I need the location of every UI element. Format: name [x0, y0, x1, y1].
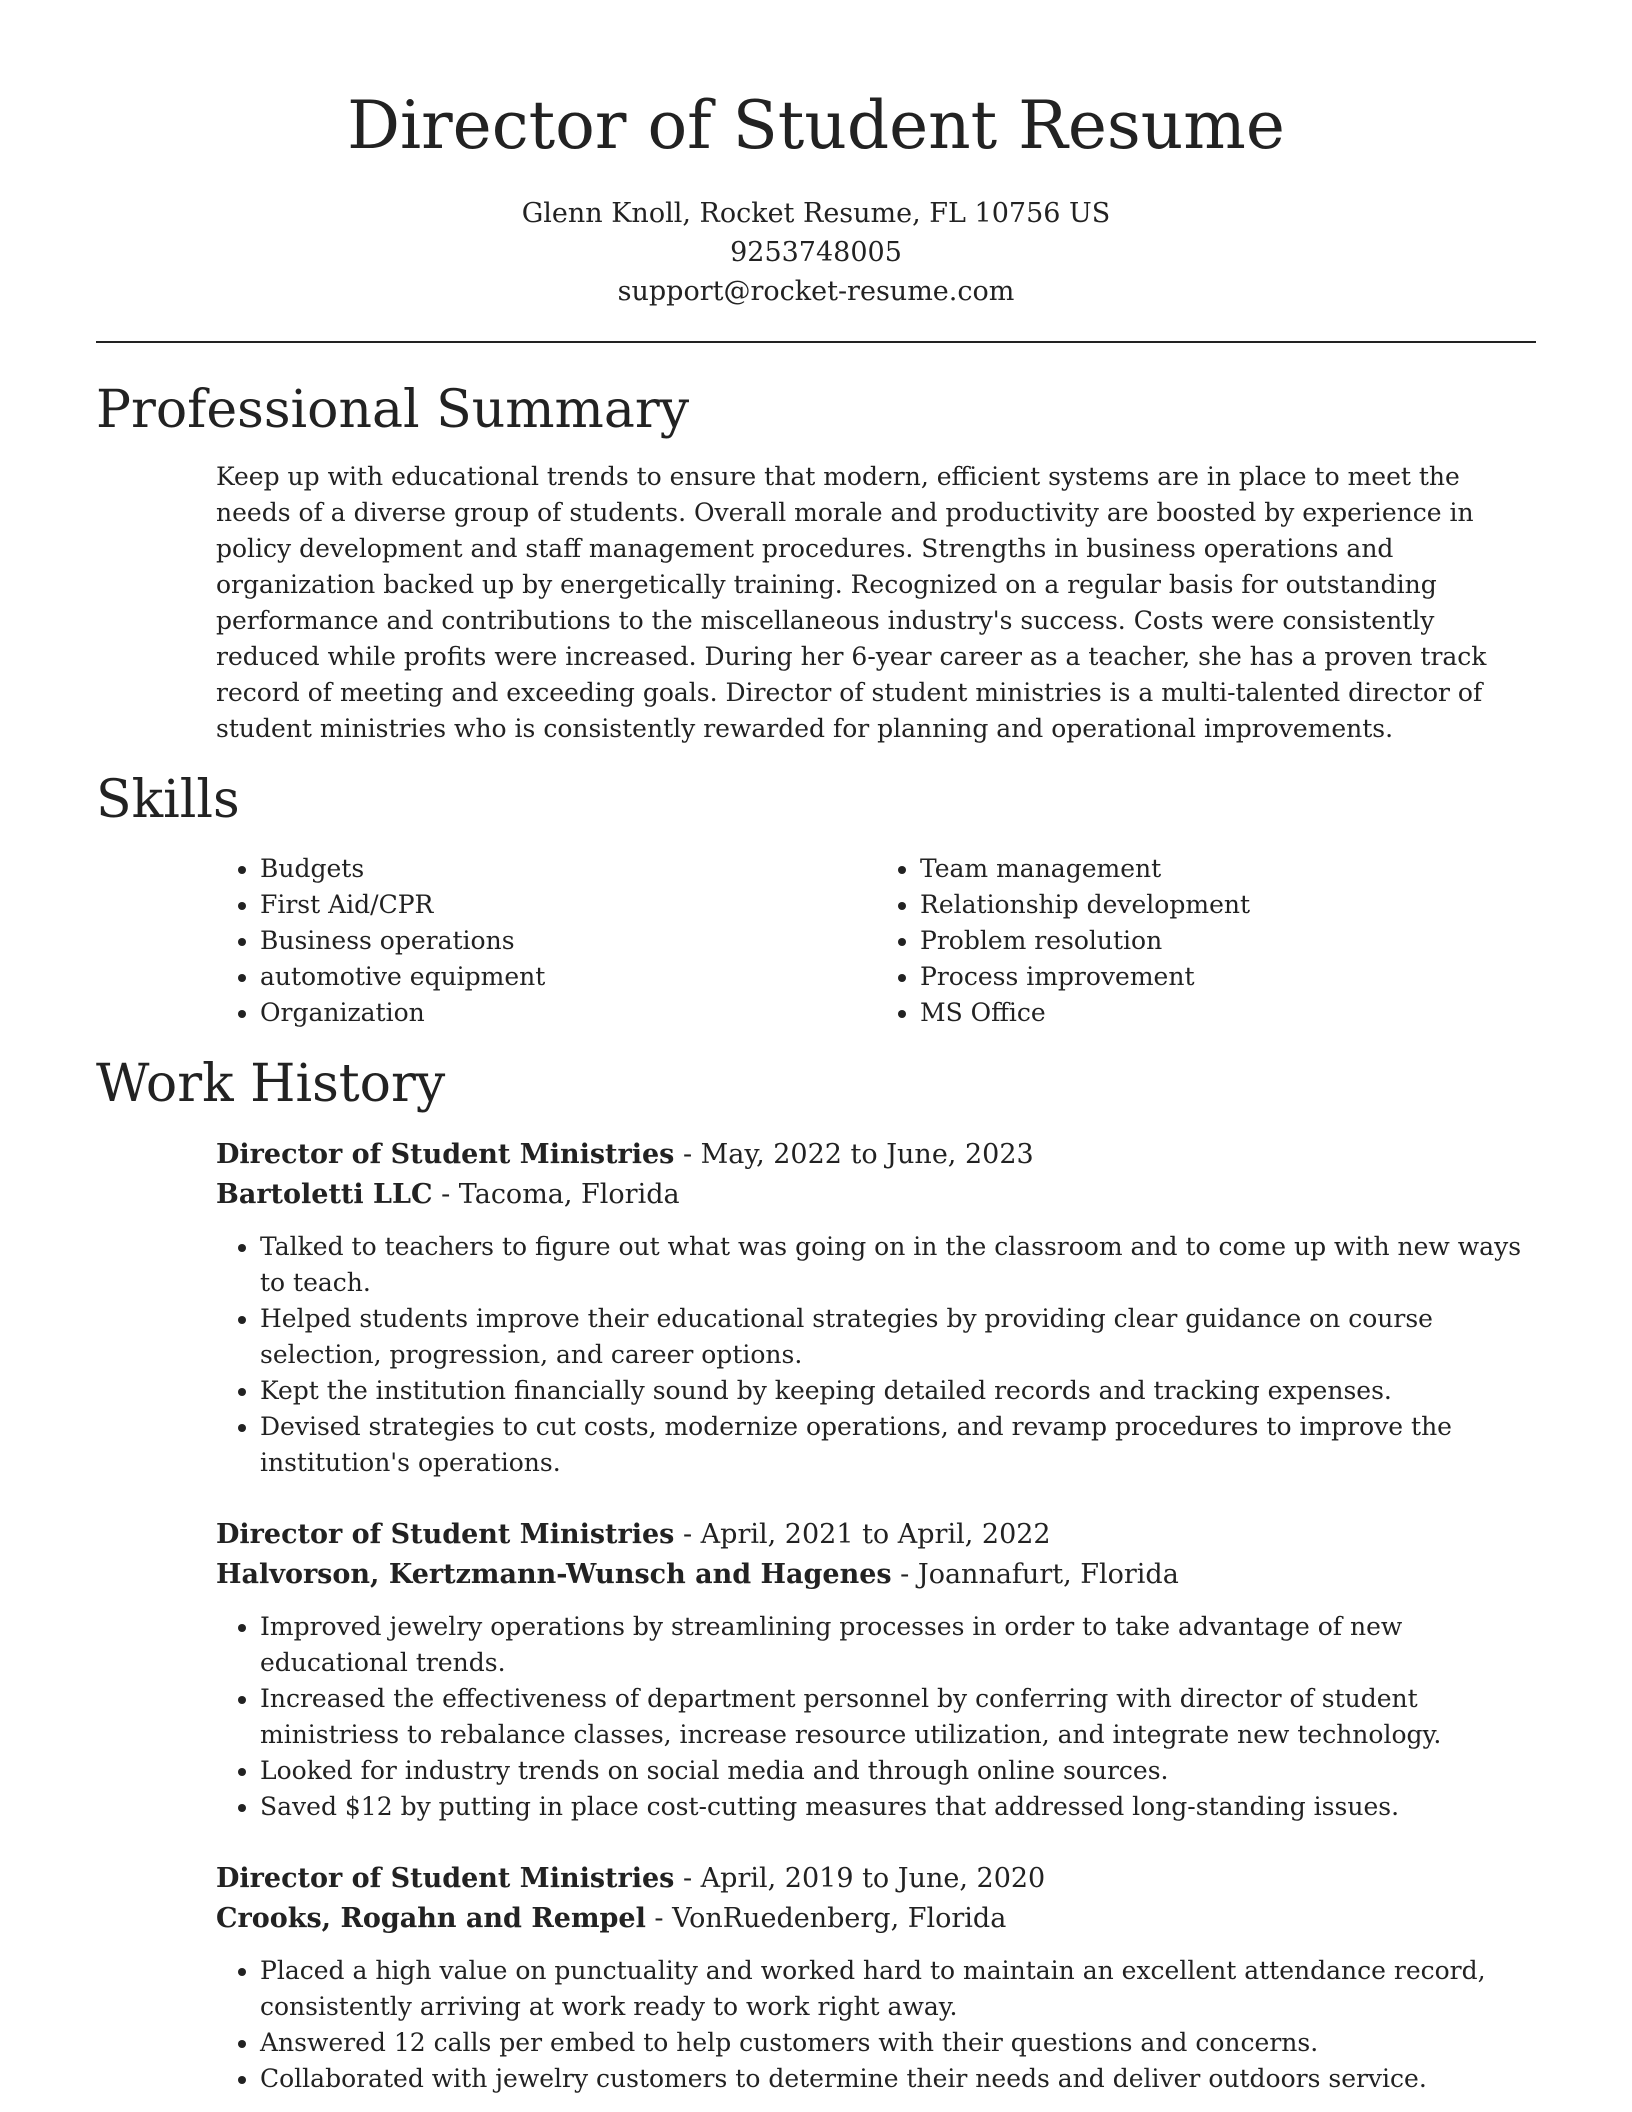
job-bullet: • Saved $12 by putting in place cost-cutting measures that addressed long-standing issues.: [260, 1789, 1536, 1825]
skill-item: • First Aid/CPR: [260, 887, 876, 923]
skill-item: • Team management: [920, 851, 1536, 887]
job-bullets: [216, 1609, 1536, 1825]
contact-email: support@rocket-resume.com: [617, 276, 1015, 307]
job-entry: [216, 1859, 1536, 2097]
job-bullet: • Talked to teachers to figure out what was going on in the classroom and to come up with new ways to teach.: [260, 1229, 1536, 1301]
skill-item: • automotive equipment: [260, 959, 876, 995]
job-bullet: • Kept the institution financially sound by keeping detailed records and tracking expenses.: [260, 1373, 1536, 1409]
skills-list: [216, 851, 1536, 1031]
job-bullet: • Answered 12 calls per embed to help customers with their questions and concerns.: [260, 2025, 1536, 2061]
job-bullet: • Placed a high value on punctuality and worked hard to maintain an excellent attendance record, consistently arriving at work ready to work right away.: [260, 1953, 1536, 2025]
skill-item: • Budgets: [260, 851, 876, 887]
job-dates: - May, 2022 to June, 2023: [674, 1139, 1034, 1170]
resume-title: Director of Student Resume: [347, 87, 1285, 164]
skills-heading: Skills: [96, 770, 240, 830]
skill-item: • Organization: [260, 995, 876, 1031]
job-title-line: [216, 1135, 1536, 1175]
work-history-heading: Work History: [96, 1054, 446, 1114]
job-bullets: [216, 1229, 1536, 1481]
job-dates: - April, 2019 to June, 2020: [674, 1863, 1046, 1894]
skill-item: • MS Office: [920, 995, 1536, 1031]
job-company: Bartoletti LLC: [216, 1179, 433, 1210]
job-title: Director of Student Ministries: [216, 1519, 675, 1550]
contact-block: [96, 194, 1536, 311]
job-dates: - April, 2021 to April, 2022: [674, 1519, 1051, 1550]
job-location: - Joannafurt, Florida: [891, 1559, 1179, 1590]
job-bullet: • Helped students improve their educational strategies by providing clear guidance on course selection, progression, and career options.: [260, 1301, 1536, 1373]
job-bullet: • Devised strategies to cut costs, modernize operations, and revamp procedures to improve the institution's operations.: [260, 1409, 1536, 1481]
header-divider: [96, 341, 1536, 343]
job-company-line: [216, 1555, 1536, 1595]
job-title-line: [216, 1859, 1536, 1899]
job-company-line: [216, 1899, 1536, 1939]
job-bullet: • Improved jewelry operations by streamlining processes in order to take advantage of new educational trends.: [260, 1609, 1536, 1681]
job-title-line: [216, 1515, 1536, 1555]
summary-heading: Professional Summary: [96, 380, 690, 440]
job-company: Halvorson, Kertzmann-Wunsch and Hagenes: [216, 1559, 892, 1590]
resume-page: [96, 0, 1536, 2097]
job-location: - Tacoma, Florida: [432, 1179, 680, 1210]
job-bullet: • Collaborated with jewelry customers to determine their needs and deliver outdoors service.: [260, 2061, 1536, 2097]
job-bullet: • Looked for industry trends on social media and through online sources.: [260, 1753, 1536, 1789]
job-company-line: [216, 1175, 1536, 1215]
skill-item: • Business operations: [260, 923, 876, 959]
job-title: Director of Student Ministries: [216, 1139, 675, 1170]
skill-item: • Problem resolution: [920, 923, 1536, 959]
job-title: Director of Student Ministries: [216, 1863, 675, 1894]
skills-column-left: [216, 851, 876, 1031]
skills-column-right: [876, 851, 1536, 1031]
skill-item: • Process improvement: [920, 959, 1536, 995]
job-bullets: [216, 1953, 1536, 2097]
job-entry: [216, 1135, 1536, 1481]
job-location: - VonRuedenberg, Florida: [645, 1903, 1007, 1934]
contact-phone: 9253748005: [730, 237, 902, 268]
contact-address: Glenn Knoll, Rocket Resume, FL 10756 US: [521, 198, 1111, 229]
job-company: Crooks, Rogahn and Rempel: [216, 1903, 646, 1934]
job-bullet: • Increased the effectiveness of department personnel by conferring with director of student ministriess to rebalance classes, increase resource utilization, and integrate new technology.: [260, 1681, 1536, 1753]
job-entry: [216, 1515, 1536, 1825]
summary-text: Keep up with educational trends to ensure that modern, efficient systems are in place to meet the needs of a diverse group of students. Overall morale and productivity are boosted by experience in policy development and staff management procedures. Strengths in business operations and organization backed up by energetically training. Recognized on a regular basis for outstanding performance and contributions to the miscellaneous industry's success. Costs were consistently reduced while profits were increased. During her 6-year career as a teacher, she has a proven track record of meeting and exceeding goals. Director of student ministries is a multi-talented director of student ministries who is consistently rewarded for planning and operational improvements.: [216, 462, 1487, 743]
skill-item: • Relationship development: [920, 887, 1536, 923]
